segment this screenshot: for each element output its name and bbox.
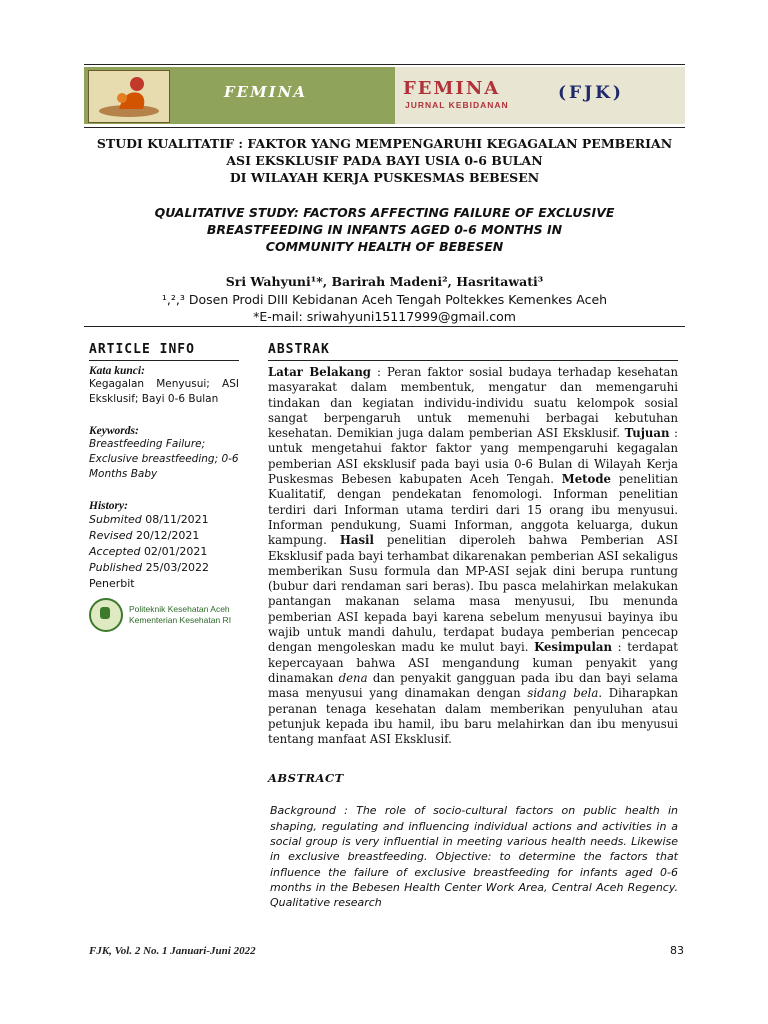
publisher-label: Penerbit bbox=[89, 577, 135, 590]
history-accepted: Accepted 02/01/2021 bbox=[89, 545, 208, 558]
kata-kunci-text: Kegagalan Menyusui; ASI Eksklusif; Bayi 0-6 Bulan bbox=[89, 378, 239, 405]
author-email[interactable]: *E-mail: sriwahyuni15117999@gmail.com bbox=[253, 309, 516, 324]
kata-kunci-label: Kata kunci: bbox=[89, 365, 145, 377]
article-info-heading: ARTICLE INFO bbox=[89, 342, 239, 361]
title-id-line: DI WILAYAH KERJA PUSKESMAS BEBESEN bbox=[229, 170, 540, 185]
title-en-line: QUALITATIVE STUDY: FACTORS AFFECTING FAILURE OF EXCLUSIVE bbox=[154, 205, 615, 220]
publisher-name: Politeknik Kesehatan Aceh Kementerian Kesehatan RI bbox=[129, 604, 232, 625]
abstract-column bbox=[268, 342, 678, 911]
title-en-line: COMMUNITY HEALTH OF BEBESEN bbox=[265, 239, 504, 254]
brand-right-subtitle: JURNAL KEBIDANAN bbox=[405, 100, 509, 110]
abstrak-text: Latar Belakang : Peran faktor sosial budaya terhadap kesehatan masyarakat dalam membentuk, mengatur dan memengaruhi tindakan dan kegiatan individu-individu suatu kelompok sosial sangat berpengaruh untuk memenuhi berbagai kebutuhan kesehatan. Demikian juga dalam pemberian ASI Eksklusif. Tujuan : untuk mengetahui faktor faktor yang mempengaruhi kegagalan pemberian ASI eksklusif pada bayi usia 0-6 Bulan di Wilayah Kerja Puskesmas Bebesen kabupaten Aceh Tengah. Metode penelitian Kualitatif, dengan pendekatan fenomologi. Informan penelitian terdiri dari Informan utama terdiri dari 15 orang ibu menyusui. Informan pendukung, Suami Informan, anggota keluarga, dukun kampung. Hasil penelitian diperoleh bahwa Pemberian ASI Eksklusif pada bayi terhambat dikarenakan pemberian ASI sekaligus memberikan Susu formula dan MP-ASI sejak dini berupa runtung (bubur dari rendaman sari beras). Ibu pasca melahirkan melakukan pantangan makanan selama masa menyusui, Ibu menunda pemberian ASI kepada bayi karena sebelum menyusui bayinya ibu wajib untuk mandi dahulu, terdapat budaya pemberian pencecap dengan mengoleskan madu ke mulut bayi. Kesimpulan : terdapat kepercayaan bahwa ASI mengandung kuman penyakit yang dinamakan dena dan penyakit gangguan pada ibu dan bayi selama masa menyusui yang dinamakan dengan sidang bela. Diharapkan peranan tenaga kesehatan dalam memberikan penyuluhan atau petunjuk kepada ibu hamil, ibu baru melahirkan dan ibu menyusui tentang manfaat ASI Eksklusif. bbox=[268, 365, 679, 747]
journal-banner bbox=[84, 67, 685, 124]
publisher-logo bbox=[89, 598, 239, 632]
keywords-label: Keywords: bbox=[89, 425, 139, 437]
title-id-line: ASI EKSKLUSIF PADA BAYI USIA 0-6 BULAN bbox=[226, 153, 543, 168]
article-info-column bbox=[89, 342, 239, 632]
brand-right-text: FEMINA bbox=[403, 78, 501, 99]
top-rule bbox=[84, 64, 685, 65]
brand-left-text: FEMINA bbox=[224, 83, 308, 101]
history-revised: Revised 20/12/2021 bbox=[89, 529, 200, 542]
banner-bottom-rule bbox=[84, 127, 685, 128]
affiliation-block bbox=[84, 291, 685, 325]
keywords-text: Breastfeeding Failure; Exclusive breastfeeding; 0-6 Months Baby bbox=[89, 438, 239, 480]
title-indonesian bbox=[84, 135, 685, 186]
title-id-line: STUDI KUALITATIF : FAKTOR YANG MEMPENGARUHI KEGAGALAN PEMBERIAN bbox=[96, 136, 673, 151]
authors: Sri Wahyuni¹*, Barirah Madeni², Hasritawati³ bbox=[225, 274, 544, 289]
title-en-line: BREASTFEEDING IN INFANTS AGED 0-6 MONTHS IN bbox=[206, 222, 563, 237]
history-submitted: Submited 08/11/2021 bbox=[89, 513, 209, 526]
abstrak-heading: ABSTRAK bbox=[268, 342, 678, 361]
title-english bbox=[84, 204, 685, 255]
header-divider bbox=[84, 326, 685, 327]
banner-left-panel bbox=[84, 67, 412, 124]
mother-child-logo-icon bbox=[88, 70, 170, 123]
abstract-text: Background : The role of socio-cultural factors on public health in shaping, regulating and influencing individual actions and activities in a social group is very influential in meeting various health needs. Likewise in exclusive breastfeeding. Objective: to determine the factors that influence the failure of exclusive breastfeeding for infants aged 0-6 months in the Bebesen Health Center Work Area, Central Aceh Regency. Qualitative research bbox=[270, 804, 678, 910]
affiliation: ¹,²,³ Dosen Prodi DIII Kebidanan Aceh Tengah Poltekkes Kemenkes Aceh bbox=[161, 292, 608, 307]
footer-journal: FJK, Vol. 2 No. 1 Januari-Juni 2022 bbox=[89, 945, 256, 957]
history-label: History: bbox=[89, 500, 128, 512]
history-published: Published 25/03/2022 bbox=[89, 561, 210, 574]
abstract-heading: ABSTRACT bbox=[268, 771, 344, 786]
journal-abbrev: (FJK) bbox=[558, 83, 624, 103]
banner-right-panel bbox=[395, 67, 685, 124]
page-number: 83 bbox=[670, 944, 684, 957]
poltekkes-emblem-icon bbox=[89, 598, 123, 632]
